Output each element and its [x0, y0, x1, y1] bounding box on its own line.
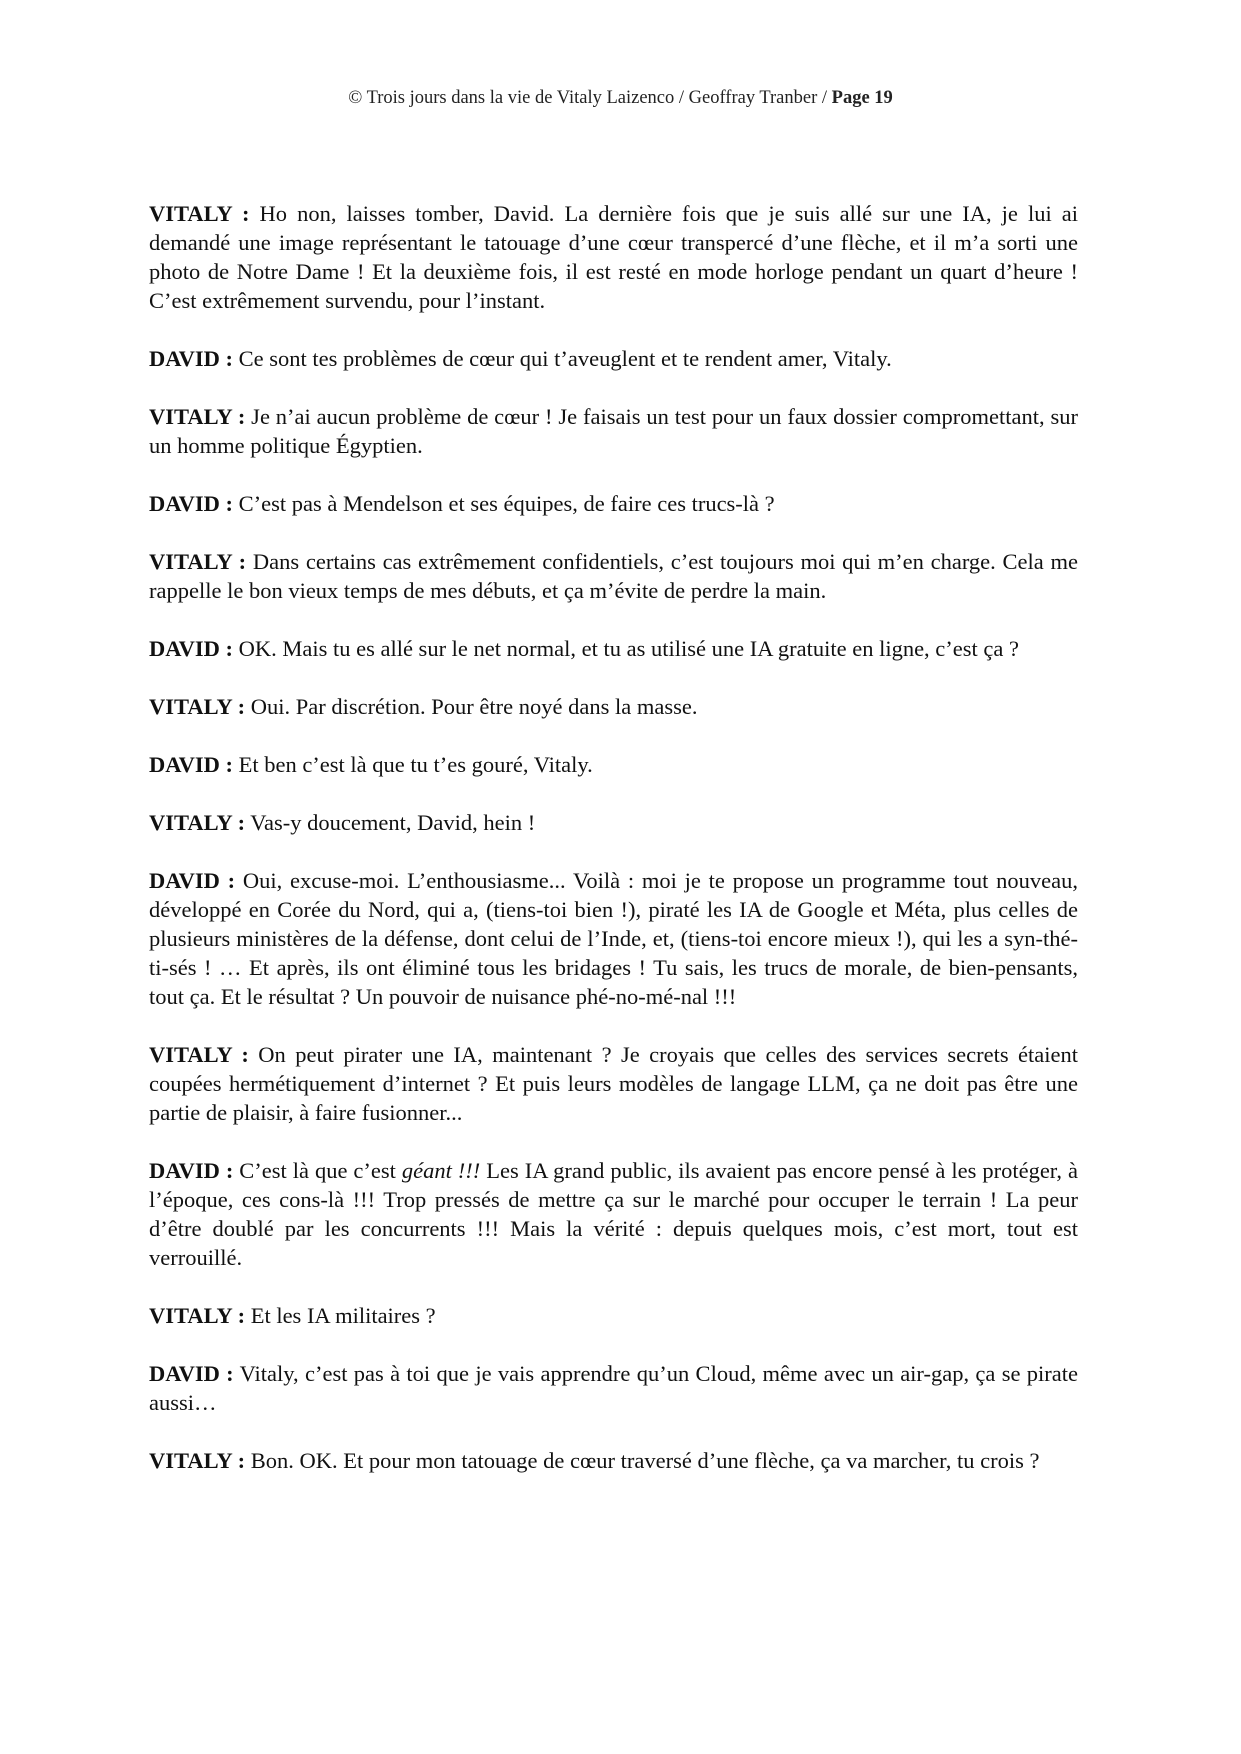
- dialogue-line: [149, 808, 1078, 837]
- line-text: Vas-y doucement, David, hein !: [245, 810, 536, 835]
- dialogue-line: [149, 489, 1078, 518]
- dialogue-line: [149, 547, 1078, 605]
- dialogue-line: [149, 1156, 1078, 1272]
- line-text: Je n’ai aucun problème de cœur ! Je faisais un test pour un faux dossier compromettant, sur un homme politique Égyptien.: [149, 404, 1078, 458]
- speaker-name: DAVID :: [149, 636, 233, 661]
- dialogue-line: [149, 1446, 1078, 1475]
- line-text-before: C’est là que c’est: [233, 1158, 402, 1183]
- line-text: C’est pas à Mendelson et ses équipes, de faire ces trucs-là ?: [232, 491, 775, 516]
- speaker-name: DAVID :: [149, 752, 233, 777]
- speaker-name: VITALY :: [149, 694, 246, 719]
- line-text: Dans certains cas extrêmement confidentiels, c’est toujours moi qui m’en charge. Cela me rappelle le bon vieux temps de mes débuts, et ça m’évite de perdre la main.: [149, 549, 1078, 603]
- speaker-name: VITALY :: [149, 549, 247, 574]
- line-text: Vitaly, c’est pas à toi que je vais apprendre qu’un Cloud, même avec un air-gap, ça se pirate aussi…: [149, 1361, 1079, 1415]
- dialogue-line: [149, 344, 1078, 373]
- speaker-name: VITALY :: [149, 1303, 246, 1328]
- dialogue-line: [149, 1359, 1078, 1417]
- line-text: On peut pirater une IA, maintenant ? Je croyais que celles des services secrets étaient coupées hermétiquement d’internet ? Et puis leurs modèles de langage LLM, ça ne doit pas être une partie de plaisir, à faire fusionner...: [149, 1042, 1078, 1125]
- dialogue-line: [149, 692, 1078, 721]
- dialogue-line: [149, 199, 1078, 315]
- speaker-name: VITALY :: [149, 1042, 249, 1067]
- emphasis-text: géant !!!: [401, 1158, 481, 1183]
- dialogue-line: [149, 634, 1078, 663]
- line-text-after: Les IA grand public, ils avaient pas encore pensé à les protéger, à l’époque, ces cons-là !!! Trop pressés de mettre ça sur le marché pour occuper le terrain ! La peur d’être doublé par les concurrents !!! Mais la vérité : depuis quelques mois, c’est mort, tout est verrouillé.: [149, 1158, 1078, 1270]
- dialogue-line: [149, 750, 1078, 779]
- dialogue-line: [149, 866, 1078, 1011]
- line-text: OK. Mais tu es allé sur le net normal, et tu as utilisé une IA gratuite en ligne, c’est ça ?: [232, 636, 1019, 661]
- speaker-name: VITALY :: [149, 1448, 246, 1473]
- speaker-name: VITALY :: [149, 404, 246, 429]
- line-text: Et les IA militaires ?: [245, 1303, 436, 1328]
- dialogue-body: [149, 199, 1078, 1504]
- speaker-name: DAVID :: [149, 346, 233, 371]
- dialogue-line: [149, 1040, 1078, 1127]
- line-text: Ce sont tes problèmes de cœur qui t’aveuglent et te rendent amer, Vitaly.: [232, 346, 892, 371]
- dialogue-line: [149, 1301, 1078, 1330]
- page-number: Page 19: [831, 88, 893, 108]
- speaker-name: DAVID :: [149, 1158, 234, 1183]
- speaker-name: VITALY :: [149, 810, 246, 835]
- speaker-name: VITALY :: [149, 201, 250, 226]
- speaker-name: DAVID :: [149, 1361, 234, 1386]
- header-text: © Trois jours dans la vie de Vitaly Laizenco / Geoffray Tranber /: [348, 88, 832, 108]
- dialogue-line: [149, 402, 1078, 460]
- speaker-name: DAVID :: [149, 491, 233, 516]
- line-text: Ho non, laisses tomber, David. La dernière fois que je suis allé sur une IA, je lui ai demandé une image représentant le tatouage d’une cœur transpercé d’une flèche, et il m’a sorti une photo de Notre Dame ! Et la deuxième fois, il est resté en mode horloge pendant un quart d’heure ! C’est extrêmement survendu, pour l’instant.: [149, 201, 1078, 313]
- page-header: [0, 86, 1241, 110]
- line-text: Oui. Par discrétion. Pour être noyé dans la masse.: [245, 694, 698, 719]
- line-text: Bon. OK. Et pour mon tatouage de cœur traversé d’une flèche, ça va marcher, tu crois ?: [245, 1448, 1040, 1473]
- line-text: Oui, excuse-moi. L’enthousiasme... Voilà : moi je te propose un programme tout nouveau, développé en Corée du Nord, qui a, (tiens-toi bien !), piraté les IA de Google et Méta, plus celles de plusieurs ministères de la défense, dont celui de l’Inde, et, (tiens-toi encore mieux !), qui les a syn-thé-ti-sés ! … Et après, ils ont éliminé tous les bridages ! Tu sais, les trucs de morale, de bien-pensants, tout ça. Et le résultat ? Un pouvoir de nuisance phé-no-mé-nal !!!: [149, 868, 1078, 1009]
- line-text: Et ben c’est là que tu t’es gouré, Vitaly.: [232, 752, 593, 777]
- speaker-name: DAVID :: [149, 868, 236, 893]
